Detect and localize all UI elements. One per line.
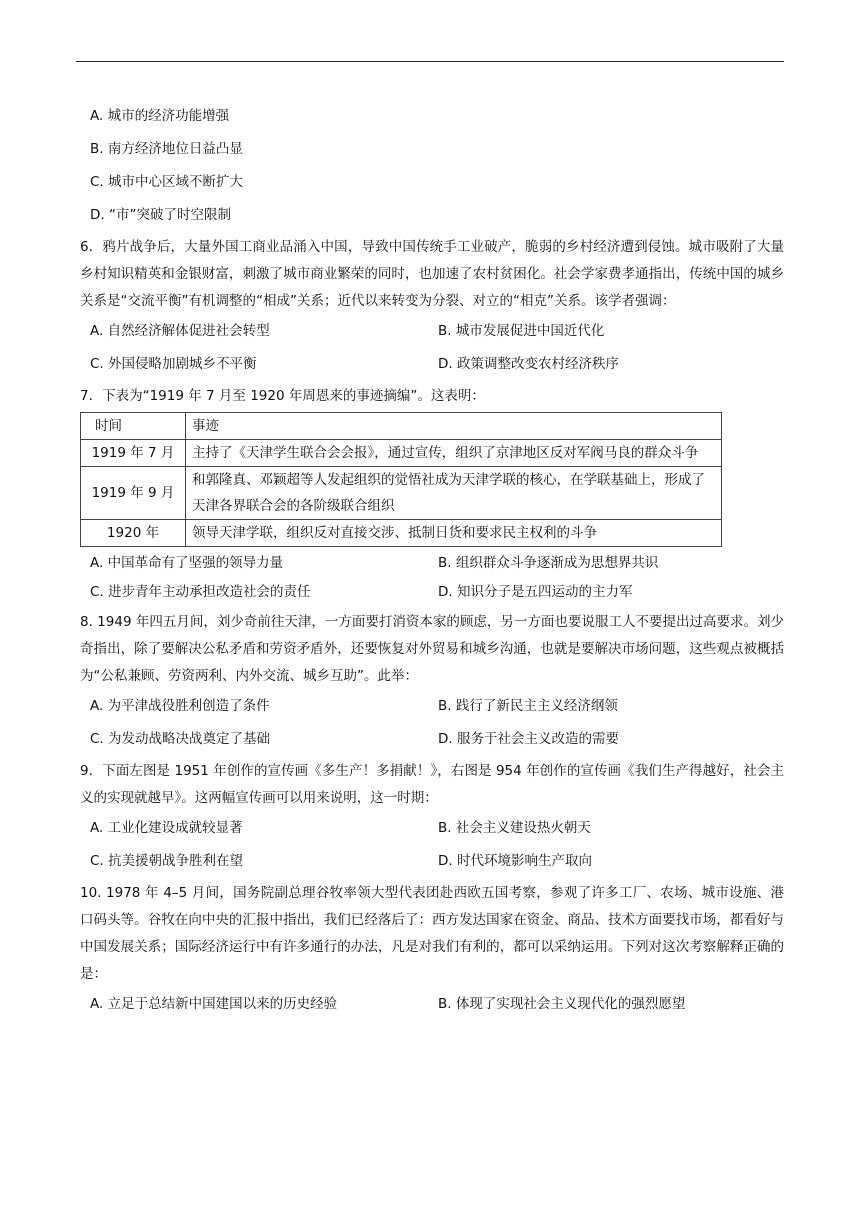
question-7 [80, 383, 784, 607]
q9-option-d: D. 时代环境影响生产取向 [438, 853, 592, 869]
q5-option-a: A. 城市的经济功能增强 [90, 108, 230, 124]
q7-option-d: D. 知识分子是五四运动的主力军 [438, 584, 633, 600]
q8-stem: 8. 1949 年四五月间，刘少奇前往天津，一方面要打消资本家的顾虑，另一方面也要说服工人不要提出过高要求。刘少奇指出，除了要解决公私矛盾和劳资矛盾外，还要恢复对外贸易和城乡沟通，也就是要解决市场问题，这些观点被概括为“公私兼顾、劳资两利、内外交流、城乡互助”。此举： [80, 614, 784, 684]
q7-stem: 7．下表为“1919 年 7 月至 1920 年周恩来的事迹摘编”。这表明： [80, 388, 485, 404]
q6-options-row1 [80, 315, 784, 348]
table-header-time: 时间 [81, 413, 186, 440]
question-8 [80, 609, 784, 756]
q10-stem: 10. 1978 年 4–5 月间，国务院副总理谷牧率领大型代表团赴西欧五国考察，参观了许多工厂、农场、城市设施、港口码头等。谷牧在向中央的汇报中指出，我们已经落后了：西方发达国家在资金、商品、技术方面要找市场，都看好与中国发展关系；国际经济运行中有许多通行的办法，凡是对我们有利的，都可以采纳运用。下列对这次考察解释正确的是： [80, 885, 784, 982]
q6-option-a: A. 自然经济解体促进社会转型 [90, 323, 270, 339]
q5-option-d: D. “市”突破了时空限制 [90, 207, 231, 223]
q6-stem: 6．鸦片战争后，大量外国工商业品涌入中国，导致中国传统手工业破产，脆弱的乡村经济遭到侵蚀。城市吸附了大量乡村知识精英和金银财富，刺激了城市商业繁荣的同时，也加速了农村贫困化。社会学家费孝通指出，传统中国的城乡关系是“交流平衡”有机调整的“相成”关系；近代以来转变为分裂、对立的“相克”关系。该学者强调： [80, 239, 784, 309]
q9-options-row1 [80, 812, 784, 845]
q7-option-b: B. 组织群众斗争逐渐成为思想界共识 [438, 555, 659, 571]
q8-options-row1 [80, 690, 784, 723]
q9-options-row2 [80, 845, 784, 878]
table-cell-time: 1919 年 9 月 [81, 467, 186, 520]
q10-option-b: B. 体现了实现社会主义现代化的强烈愿望 [438, 996, 686, 1012]
header-rule [76, 61, 784, 62]
q6-option-d: D. 政策调整改变农村经济秩序 [438, 356, 619, 372]
q8-options-row2 [80, 723, 784, 756]
q7-options-row2 [80, 577, 784, 607]
q7-option-c: C. 进步青年主动承担改造社会的责任 [90, 584, 311, 600]
q10-options-row1 [80, 988, 784, 1021]
table-header-deeds: 事迹 [186, 413, 722, 440]
table-cell-time: 1919 年 7 月 [81, 440, 186, 467]
q7-options-row1 [80, 549, 784, 577]
table-header-row [81, 413, 722, 440]
q9-option-c: C. 抗美援朝战争胜利在望 [90, 853, 244, 869]
question-9 [80, 758, 784, 878]
q7-option-a: A. 中国革命有了坚强的领导力量 [90, 555, 284, 571]
question-10 [80, 880, 784, 1021]
q5-option-b: B. 南方经济地位日益凸显 [90, 141, 243, 157]
table-row [81, 440, 722, 467]
q5-option-c: C. 城市中心区域不断扩大 [90, 174, 244, 190]
q6-option-b: B. 城市发展促进中国近代化 [438, 323, 605, 339]
q8-option-c: C. 为发动战略决战奠定了基础 [90, 731, 271, 747]
table-row [81, 520, 722, 547]
table-cell-deeds: 领导天津学联，组织反对直接交涉、抵制日货和要求民主权利的斗争 [186, 520, 722, 547]
q10-option-a: A. 立足于总结新中国建国以来的历史经验 [90, 996, 338, 1012]
table-cell-deeds: 和郭隆真、邓颖超等人发起组织的觉悟社成为天津学联的核心，在学联基础上，形成了天津各界联合会的各阶级联合组织 [186, 467, 722, 520]
q8-option-b: B. 践行了新民主主义经济纲领 [438, 698, 618, 714]
table-cell-deeds: 主持了《天津学生联合会会报》，通过宣传，组织了京津地区反对军阀马良的群众斗争 [186, 440, 722, 467]
q9-option-b: B. 社会主义建设热火朝天 [438, 820, 591, 836]
q8-option-d: D. 服务于社会主义改造的需要 [438, 731, 619, 747]
table-cell-time: 1920 年 [81, 520, 186, 547]
exam-page [80, 100, 784, 1021]
q9-option-a: A. 工业化建设成就较显著 [90, 820, 243, 836]
q9-stem: 9．下面左图是 1951 年创作的宣传画《多生产！多捐献！》，右图是 954 年创作的宣传画《我们生产得越好，社会主义的实现就越早》。这两幅宣传画可以用来说明，这一时期： [80, 763, 784, 806]
q6-options-row2 [80, 348, 784, 381]
q6-option-c: C. 外国侵略加剧城乡不平衡 [90, 356, 257, 372]
q8-option-a: A. 为平津战役胜利创造了条件 [90, 698, 270, 714]
question-6 [80, 234, 784, 381]
q7-table [80, 412, 722, 547]
table-row [81, 467, 722, 520]
